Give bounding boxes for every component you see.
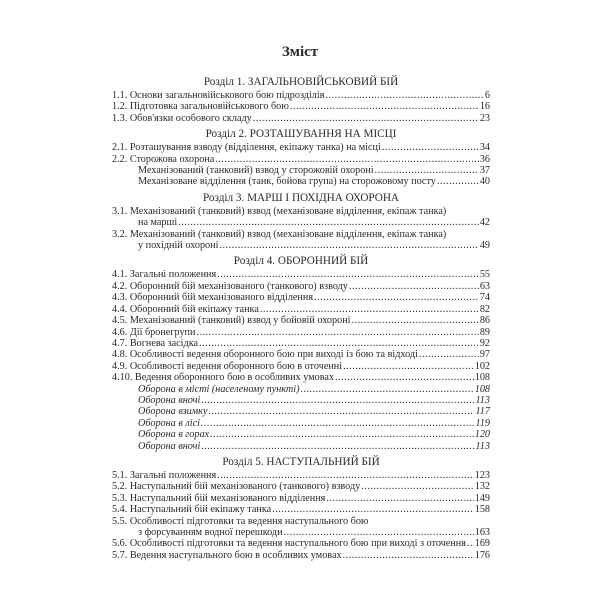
toc-entry[interactable] <box>112 550 490 561</box>
table-of-contents <box>112 76 490 561</box>
toc-entry[interactable] <box>112 338 490 349</box>
dot-leader <box>217 470 474 481</box>
toc-entry[interactable] <box>112 493 490 504</box>
toc-entry-page: 40 <box>479 176 490 188</box>
toc-subentry[interactable] <box>112 429 490 440</box>
toc-entry-label: Оборона в горах <box>138 429 210 441</box>
toc-entry-page: 55 <box>479 269 490 281</box>
toc-entry-label: 1.2. Підготовка загальновійськового бою <box>112 101 289 113</box>
toc-entry-label: Оборона в місті (населеному пункті) <box>138 383 300 395</box>
dot-leader <box>196 327 478 338</box>
toc-entry[interactable] <box>112 327 490 338</box>
toc-entry-label: 4.10. Ведення оборонного бою в особливих умовах <box>112 372 334 384</box>
toc-subentry[interactable] <box>112 384 490 395</box>
dot-leader <box>178 217 479 228</box>
section-heading-3: Розділ 3. МАРШ І ПОХІДНА ОХОРОНА <box>202 191 400 204</box>
toc-entry-page: 89 <box>479 326 490 338</box>
dot-leader <box>349 281 479 292</box>
dot-leader <box>343 550 474 561</box>
toc-entry-label-continued: на марші <box>138 217 178 229</box>
dot-leader <box>326 493 473 504</box>
toc-entry-label: Оборона вночі <box>138 440 201 452</box>
toc-entry-label: 1.3. Обов'язки особового складу <box>112 112 252 124</box>
toc-entry-page: 149 <box>474 492 490 504</box>
toc-entry-page: 74 <box>479 292 490 304</box>
toc-entry[interactable] <box>112 292 490 303</box>
toc-subentry[interactable] <box>112 406 490 417</box>
dot-leader <box>208 406 474 417</box>
toc-entry-page: 34 <box>479 142 490 154</box>
toc-entry-label: 5.6. Особливості підготовки та ведення наступального бою при виході з оточення <box>112 538 466 550</box>
toc-entry[interactable] <box>112 206 490 229</box>
toc-entry-label: 4.2. Оборонний бій механізованого (танкового) взводу <box>112 280 348 292</box>
dot-leader <box>260 304 479 315</box>
toc-entry-label: 4.4. Оборонний бій екіпажу танка <box>112 303 259 315</box>
toc-entry-label-continued: у похідній охороні <box>138 240 219 252</box>
toc-entry-page: 23 <box>479 112 490 124</box>
toc-entry-label: 4.5. Механізований (танковий) взвод у бойовій охороні <box>112 315 351 327</box>
toc-entry-page: 49 <box>479 240 490 252</box>
toc-entry-page: 169 <box>474 538 490 550</box>
toc-entry-page: 163 <box>474 527 490 538</box>
toc-entry-label: Механізований (танковий) взвод у сторожовій охороні <box>138 165 374 177</box>
toc-entry[interactable] <box>112 229 490 252</box>
section-heading-1: Розділ 1. ЗАГАЛЬНОВІЙСЬКОВИЙ БІЙ <box>203 76 399 88</box>
toc-entry-label: 1.1. Основи загальновійськового бою підрозділів <box>112 90 325 101</box>
toc-entry-page: 102 <box>474 360 490 372</box>
toc-entry-page: 82 <box>479 303 490 315</box>
toc-entry-page: 63 <box>479 280 490 292</box>
toc-subentry[interactable] <box>112 441 490 452</box>
toc-entry[interactable] <box>112 538 490 549</box>
toc-entry[interactable] <box>112 90 490 101</box>
toc-entry[interactable] <box>112 154 490 165</box>
dot-leader <box>375 165 479 176</box>
dot-leader <box>272 504 474 515</box>
dot-leader <box>301 384 474 395</box>
dot-leader <box>284 527 474 538</box>
dot-leader <box>437 176 479 187</box>
toc-entry-page: 16 <box>479 101 490 113</box>
toc-entry-page: 108 <box>474 372 490 384</box>
toc-entry[interactable] <box>112 372 490 383</box>
dot-leader <box>201 441 474 452</box>
toc-entry-page: 6 <box>484 90 490 101</box>
toc-entry-label: 4.1. Загальні положення <box>112 269 217 281</box>
dot-leader <box>361 481 473 492</box>
toc-subentry[interactable] <box>112 165 490 176</box>
toc-entry-label: Оборона в лісі <box>138 417 200 429</box>
dot-leader <box>253 113 479 124</box>
toc-entry-page: 37 <box>479 165 490 177</box>
dot-leader <box>467 538 474 549</box>
toc-entry-label: 5.5. Особливості підготовки та ведення наступального бою <box>112 515 369 527</box>
toc-entry-page: 132 <box>474 481 490 493</box>
toc-entry-label: Механізоване відділення (танк, бойова група) на сторожовому посту <box>138 176 436 188</box>
toc-entry-label: 2.1. Розташування взводу (відділення, екіпажу танка) на місці <box>112 142 381 154</box>
toc-entry[interactable] <box>112 113 490 124</box>
section-heading-5: Розділ 5. НАСТУПАЛЬНИЙ БІЙ <box>222 455 380 468</box>
toc-entry-label: 4.8. Особливості ведення оборонного бою при виході із бою та відході <box>112 349 418 361</box>
toc-entry[interactable] <box>112 470 490 481</box>
dot-leader <box>215 154 479 165</box>
dot-leader <box>217 269 479 280</box>
dot-leader <box>201 418 475 429</box>
toc-entry-page: 113 <box>475 394 490 406</box>
toc-entry-page: 158 <box>474 504 490 516</box>
dot-leader <box>290 101 479 112</box>
toc-subentry[interactable] <box>112 418 490 429</box>
toc-entry-label: Оборона взимку <box>138 406 208 418</box>
dot-leader <box>326 90 484 101</box>
toc-entry-page: 117 <box>475 406 490 418</box>
dot-leader <box>335 372 474 383</box>
toc-entry-label: 3.1. Механізований (танковий) взвод (механізоване відділення, екіпаж танка) <box>112 205 447 217</box>
toc-entry-label: 3.2. Механізований (танковий) взвод (механізоване відділення, екіпаж танка) <box>112 228 447 240</box>
toc-entry[interactable] <box>112 504 490 515</box>
section-heading-2: Розділ 2. РОЗТАШУВАННЯ НА МІСЦІ <box>205 128 397 141</box>
dot-leader <box>419 349 479 360</box>
section-heading-4: Розділ 4. ОБОРОННИЙ БІЙ <box>233 255 369 268</box>
dot-leader <box>343 361 474 372</box>
toc-entry-page: 113 <box>475 440 490 452</box>
dot-leader <box>201 395 474 406</box>
toc-entry-page: 86 <box>479 315 490 327</box>
toc-entry-label: 4.7. Вогнева засідка <box>112 337 199 349</box>
toc-entry[interactable] <box>112 269 490 280</box>
dot-leader <box>210 429 474 440</box>
toc-entry-page: 120 <box>474 429 490 441</box>
toc-entry[interactable] <box>112 361 490 372</box>
toc-entry[interactable] <box>112 516 490 539</box>
toc-entry-label: 4.6. Дії бронегрупи <box>112 326 196 338</box>
toc-entry-page: 119 <box>475 417 490 429</box>
toc-entry[interactable] <box>112 349 490 360</box>
toc-entry-page: 92 <box>479 337 490 349</box>
toc-entry-label: 5.7. Ведення наступального бою в особливих умовах <box>112 549 342 561</box>
toc-entry-page: 97 <box>479 349 490 361</box>
dot-leader <box>219 240 478 251</box>
toc-entry-label: 4.9. Особливості ведення оборонного бою в оточенні <box>112 360 343 372</box>
toc-entry[interactable] <box>112 142 490 153</box>
toc-entry-page: 36 <box>479 153 490 165</box>
toc-entry-label: Оборона вночі <box>138 394 201 406</box>
toc-entry-label: 5.3. Наступальний бій механізованого відділення <box>112 492 326 504</box>
toc-entry[interactable] <box>112 315 490 326</box>
toc-entry-label: 2.2. Сторожова охорона <box>112 153 215 165</box>
dot-leader <box>199 338 479 349</box>
toc-entry[interactable] <box>112 281 490 292</box>
toc-entry[interactable] <box>112 304 490 315</box>
toc-entry-page: 176 <box>474 549 490 561</box>
toc-subentry[interactable] <box>112 395 490 406</box>
dot-leader <box>352 315 479 326</box>
toc-entry[interactable] <box>112 481 490 492</box>
dot-leader <box>382 142 479 153</box>
toc-entry-page: 42 <box>479 217 490 229</box>
toc-entry-page: 108 <box>474 383 490 395</box>
toc-entry-page: 123 <box>474 469 490 481</box>
toc-entry-label: 5.4. Наступальний бій екіпажу танка <box>112 504 272 516</box>
toc-entry-label-continued: з форсуванням водної перешкоди <box>138 527 283 538</box>
toc-entry-label: 5.1. Загальні положення <box>112 469 217 481</box>
toc-subentry[interactable] <box>112 176 490 187</box>
toc-entry-label: 5.2. Наступальний бій механізованого (танкового) взводу <box>112 481 361 493</box>
dot-leader <box>314 292 479 303</box>
toc-entry-label: 4.3. Оборонний бій механізованого відділення <box>112 292 314 304</box>
toc-entry[interactable] <box>112 101 490 112</box>
page-title: Зміст <box>281 44 319 60</box>
